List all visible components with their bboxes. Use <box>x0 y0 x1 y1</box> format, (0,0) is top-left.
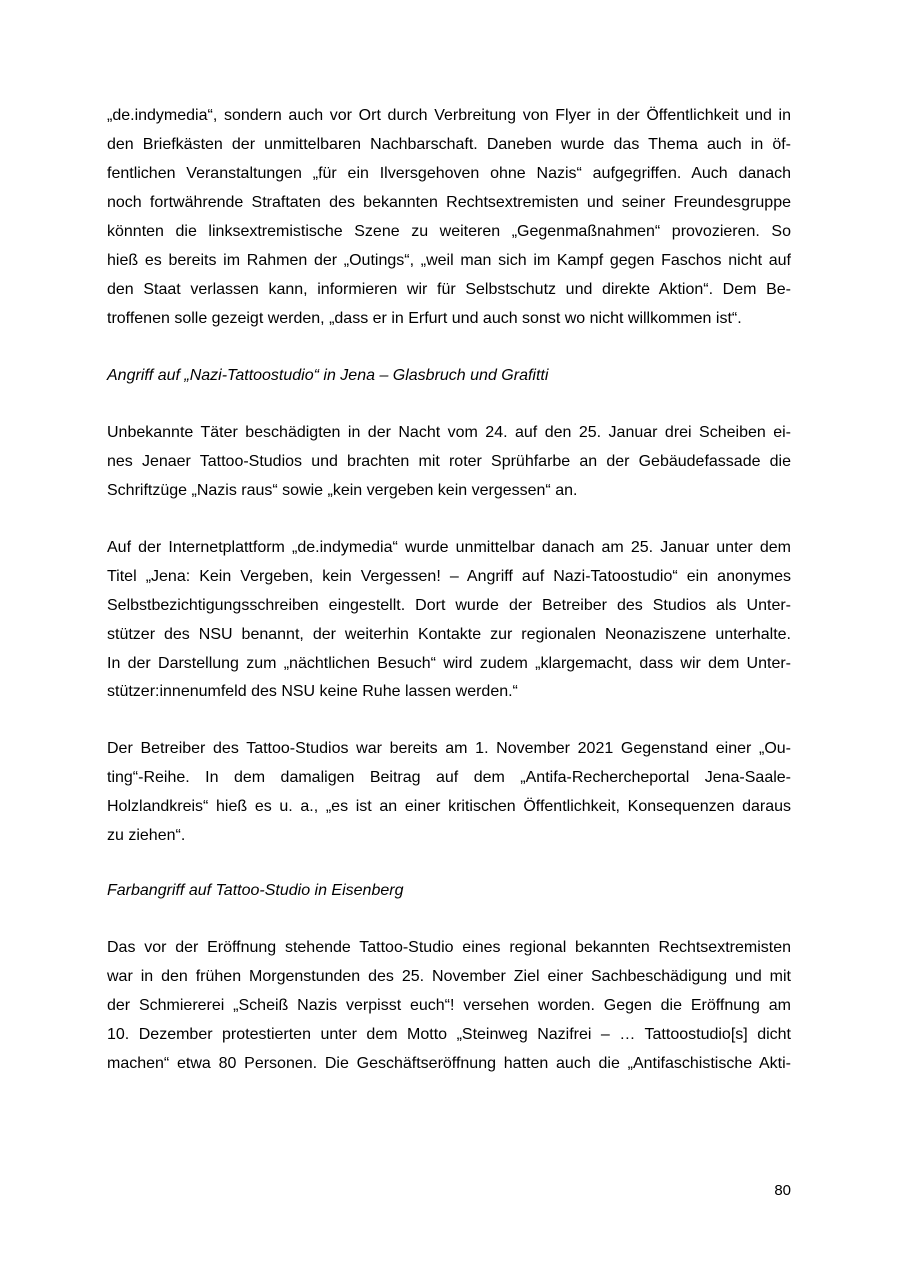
paragraph-line: nes Jenaer Tattoo-Studios und brachten mit roter Sprühfarbe an der Gebäudefassade die <box>107 453 791 470</box>
paragraph-line: war in den frühen Morgenstunden des 25. November Ziel einer Sachbeschädigung und mit <box>107 968 791 985</box>
paragraph-line: Schriftzüge „Nazis raus“ sowie „kein vergeben kein vergessen“ an. <box>107 482 578 499</box>
paragraph-line: In der Darstellung zum „nächtlichen Besuch“ wird zudem „klargemacht, dass wir dem Unter- <box>107 655 791 672</box>
section-heading-jena: Angriff auf „Nazi-Tattoostudio“ in Jena – Glasbruch und Grafitti <box>107 367 549 384</box>
paragraph-line: der Schmiererei „Scheiß Nazis verpisst euch“! versehen worden. Gegen die Eröffnung am <box>107 997 791 1014</box>
paragraph-line: Unbekannte Täter beschädigten in der Nacht vom 24. auf den 25. Januar drei Scheiben ei- <box>107 424 791 441</box>
paragraph-line: „de.indymedia“, sondern auch vor Ort durch Verbreitung von Flyer in der Öffentlichkeit und in <box>107 107 791 124</box>
paragraph-line: stützer:innenumfeld des NSU keine Ruhe lassen werden.“ <box>107 683 518 700</box>
paragraph-line: machen“ etwa 80 Personen. Die Geschäftseröffnung hatten auch die „Antifaschistische Akti- <box>107 1055 791 1072</box>
paragraph-line: zu ziehen“. <box>107 827 186 844</box>
paragraph-line: fentlichen Veranstaltungen „für ein Ilversgehoven ohne Nazis“ aufgegriffen. Auch danach <box>107 165 791 182</box>
paragraph-line: könnten die linksextremistische Szene zu weiteren „Gegenmaßnahmen“ provozieren. So <box>107 223 791 240</box>
paragraph-line: Auf der Internetplattform „de.indymedia“ wurde unmittelbar danach am 25. Januar unter dem <box>107 539 791 556</box>
paragraph-line: den Staat verlassen kann, informieren wir für Selbstschutz und direkte Aktion“. Dem Be- <box>107 281 791 298</box>
paragraph-line: stützer des NSU benannt, der weiterhin Kontakte zur regionalen Neonaziszene unterhalte. <box>107 626 791 643</box>
paragraph-line: Selbstbezichtigungsschreiben eingestellt. Dort wurde der Betreiber des Studios als Unter- <box>107 597 791 614</box>
paragraph-line: noch fortwährende Straftaten des bekannten Rechtsextremisten und seiner Freundesgruppe <box>107 194 791 211</box>
paragraph-line: ting“-Reihe. In dem damaligen Beitrag auf dem „Antifa-Rechercheportal Jena-Saale- <box>107 769 791 786</box>
section-heading-eisenberg: Farbangriff auf Tattoo-Studio in Eisenberg <box>107 882 404 899</box>
paragraph-line: Der Betreiber des Tattoo-Studios war bereits am 1. November 2021 Gegenstand einer „Ou- <box>107 740 791 757</box>
paragraph-line: hieß es bereits im Rahmen der „Outings“, „weil man sich im Kampf gegen Faschos nicht auf <box>107 252 791 269</box>
paragraph-line: Titel „Jena: Kein Vergeben, kein Vergessen! – Angriff auf Nazi-Tatoostudio“ ein anonymes <box>107 568 791 585</box>
paragraph-line: 10. Dezember protestierten unter dem Motto „Steinweg Nazifrei – … Tattoostudio[s] dicht <box>107 1026 791 1043</box>
paragraph-line: troffenen solle gezeigt werden, „dass er in Erfurt und auch sonst wo nicht willkommen ist“. <box>107 310 742 327</box>
page-number: 80 <box>774 1182 791 1199</box>
paragraph-line: den Briefkästen der unmittelbaren Nachbarschaft. Daneben wurde das Thema auch in öf- <box>107 136 791 153</box>
paragraph-line: Das vor der Eröffnung stehende Tattoo-Studio eines regional bekannten Rechtsextremisten <box>107 939 791 956</box>
paragraph-line: Holzlandkreis“ hieß es u. a., „es ist an einer kritischen Öffentlichkeit, Konsequenzen daraus <box>107 798 791 815</box>
